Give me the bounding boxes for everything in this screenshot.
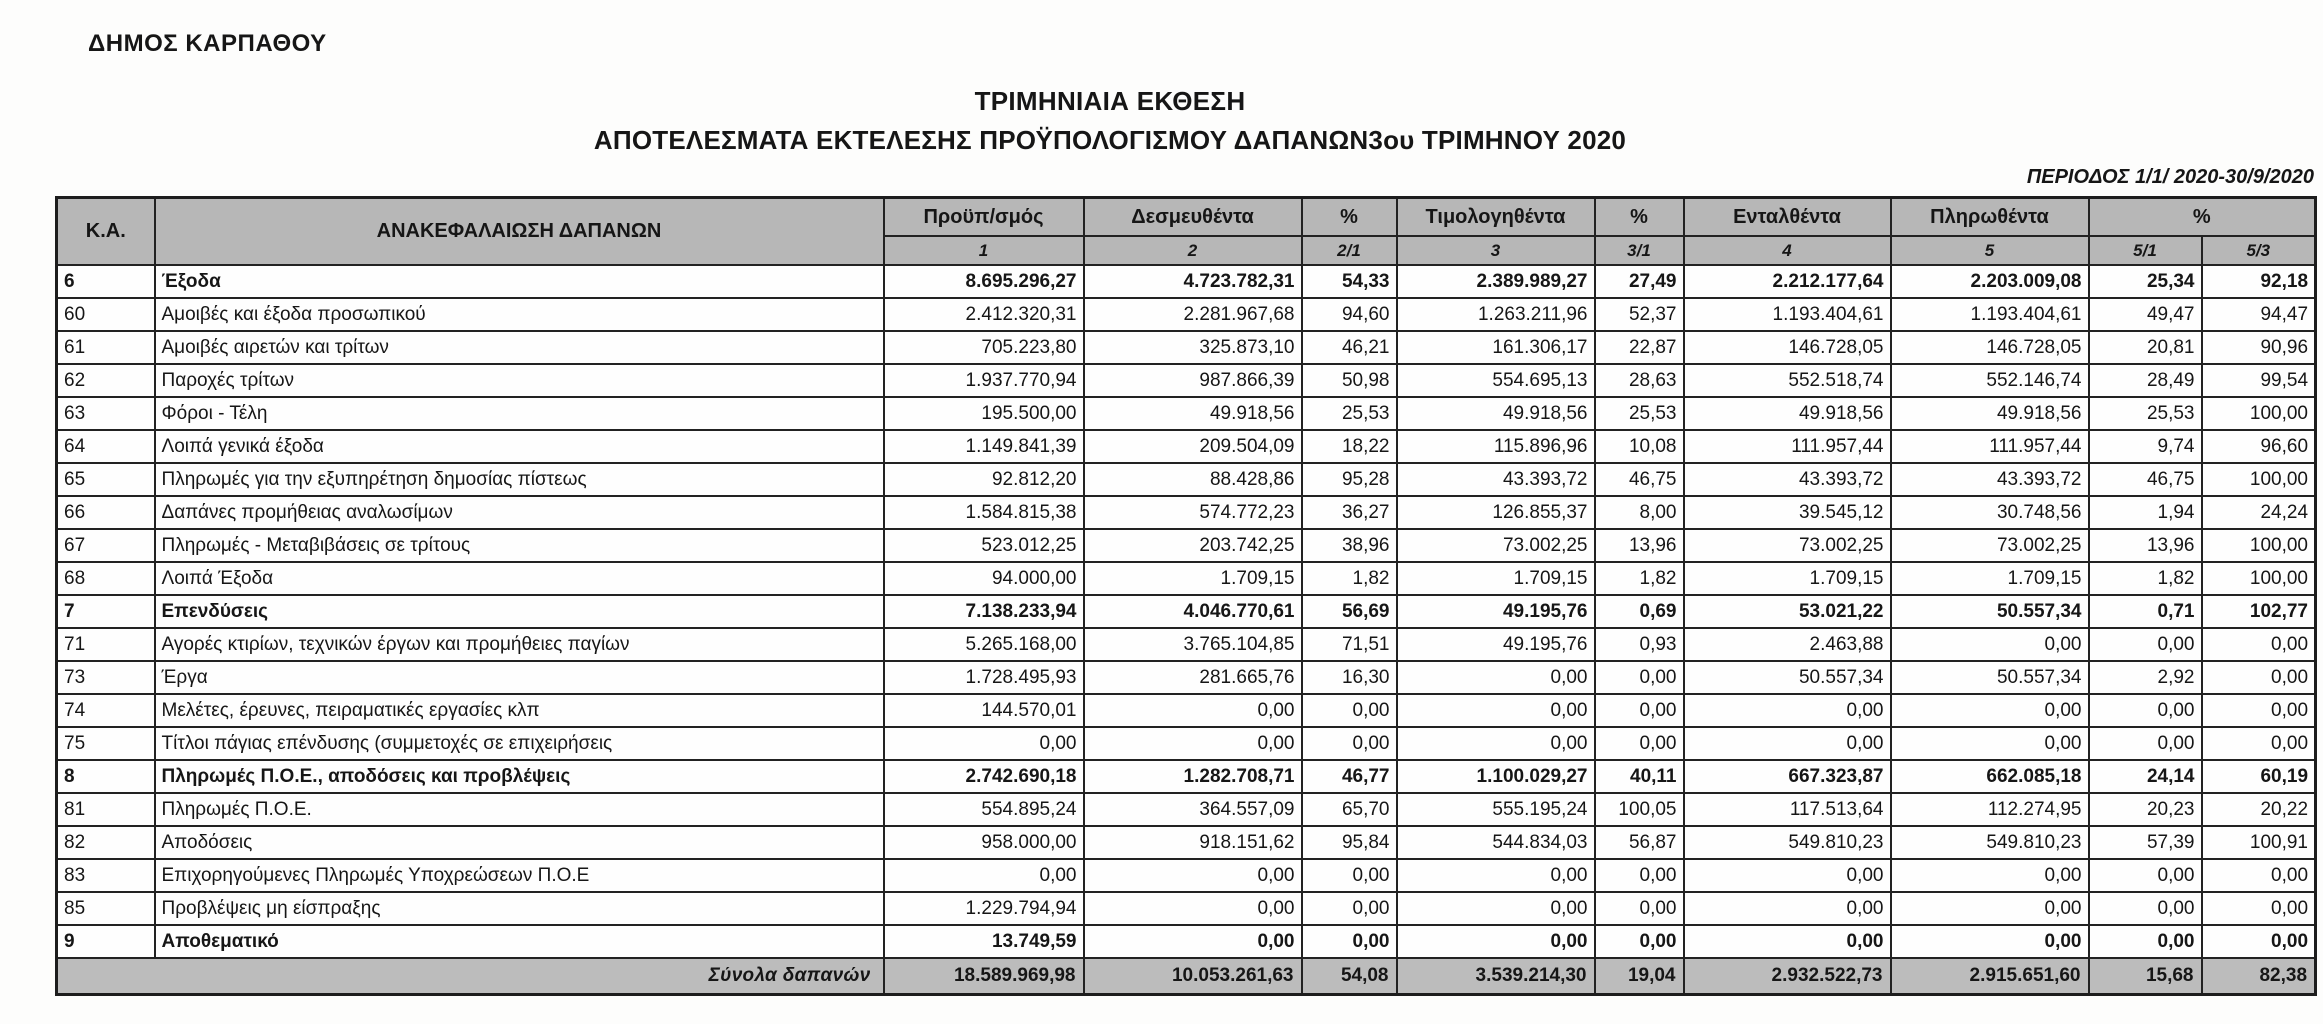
row-value-5: 40,11 [1595,760,1684,793]
row-value-6: 552.518,74 [1684,364,1891,397]
header-description: ΑΝΑΚΕΦΑΛΑΙΩΣΗ ΔΑΠΑΝΩΝ [155,198,884,266]
row-value-2: 0,00 [1084,694,1302,727]
row-value-2: 209.504,09 [1084,430,1302,463]
header-pct-5: % [2089,198,2316,237]
row-description: Παροχές τρίτων [155,364,884,397]
row-value-1: 92.812,20 [884,463,1084,496]
expenses-table [55,196,2317,996]
table-row [57,595,2316,628]
row-description: Επενδύσεις [155,595,884,628]
table-row [57,298,2316,331]
row-description: Επιχορηγούμενες Πληρωμές Υποχρεώσεων Π.Ο.Ε [155,859,884,892]
row-value-8: 25,34 [2089,265,2202,298]
row-value-9: 20,22 [2202,793,2316,826]
row-code: 7 [57,595,155,628]
row-value-7: 146.728,05 [1891,331,2089,364]
row-value-7: 1.709,15 [1891,562,2089,595]
row-value-4: 554.695,13 [1397,364,1595,397]
row-value-4: 0,00 [1397,694,1595,727]
row-value-1: 958.000,00 [884,826,1084,859]
row-value-3: 0,00 [1302,727,1397,760]
row-value-9: 90,96 [2202,331,2316,364]
row-value-9: 0,00 [2202,628,2316,661]
row-description: Φόροι - Τέλη [155,397,884,430]
row-value-9: 0,00 [2202,727,2316,760]
table-header [57,198,2316,266]
row-description: Λοιπά γενικά έξοδα [155,430,884,463]
row-value-8: 0,00 [2089,925,2202,958]
row-value-4: 49.195,76 [1397,628,1595,661]
row-value-2: 0,00 [1084,727,1302,760]
row-value-7: 552.146,74 [1891,364,2089,397]
totals-value-2: 10.053.261,63 [1084,958,1302,995]
row-value-8: 25,53 [2089,397,2202,430]
row-value-6: 667.323,87 [1684,760,1891,793]
row-value-4: 1.100.029,27 [1397,760,1595,793]
row-value-1: 554.895,24 [884,793,1084,826]
row-value-6: 43.393,72 [1684,463,1891,496]
header-budget: Προϋπ/σμός [884,198,1084,237]
row-value-7: 43.393,72 [1891,463,2089,496]
row-value-4: 0,00 [1397,892,1595,925]
row-value-1: 1.937.770,94 [884,364,1084,397]
row-code: 64 [57,430,155,463]
row-value-7: 0,00 [1891,694,2089,727]
row-value-2: 364.557,09 [1084,793,1302,826]
row-value-4: 115.896,96 [1397,430,1595,463]
row-value-7: 2.203.009,08 [1891,265,2089,298]
row-value-3: 38,96 [1302,529,1397,562]
row-value-8: 0,00 [2089,694,2202,727]
report-title: ΤΡΙΜΗΝΙΑΙΑ ΕΚΘΕΣΗ [974,86,1246,116]
row-description: Πληρωμές Π.Ο.Ε., αποδόσεις και προβλέψεις [155,760,884,793]
row-code: 75 [57,727,155,760]
row-value-2: 2.281.967,68 [1084,298,1302,331]
table-row [57,397,2316,430]
row-value-4: 49.195,76 [1397,595,1595,628]
row-value-3: 1,82 [1302,562,1397,595]
row-value-9: 99,54 [2202,364,2316,397]
row-description: Δαπάνες προμήθειας αναλωσίμων [155,496,884,529]
row-value-6: 0,00 [1684,694,1891,727]
row-value-3: 46,77 [1302,760,1397,793]
row-code: 62 [57,364,155,397]
row-value-8: 57,39 [2089,826,2202,859]
row-value-2: 1.282.708,71 [1084,760,1302,793]
row-value-3: 94,60 [1302,298,1397,331]
row-description: Αποθεματικό [155,925,884,958]
row-value-1: 1.229.794,94 [884,892,1084,925]
row-value-5: 46,75 [1595,463,1684,496]
org-name: ΔΗΜΟΣ ΚΑΡΠΑΘΟΥ [88,30,327,57]
header-col-num-4: 4 [1684,236,1891,265]
row-description: Λοιπά Έξοδα [155,562,884,595]
row-value-2: 325.873,10 [1084,331,1302,364]
row-value-7: 1.193.404,61 [1891,298,2089,331]
row-code: 67 [57,529,155,562]
row-value-6: 0,00 [1684,925,1891,958]
row-value-8: 0,00 [2089,859,2202,892]
table-row [57,760,2316,793]
row-value-2: 3.765.104,85 [1084,628,1302,661]
row-value-7: 111.957,44 [1891,430,2089,463]
row-value-5: 22,87 [1595,331,1684,364]
row-value-8: 28,49 [2089,364,2202,397]
row-value-1: 5.265.168,00 [884,628,1084,661]
row-value-9: 94,47 [2202,298,2316,331]
row-description: Τίτλοι πάγιας επένδυσης (συμμετοχές σε επιχειρήσεις [155,727,884,760]
row-value-4: 1.709,15 [1397,562,1595,595]
header-pct-2-1: % [1302,198,1397,237]
report-subtitle: ΑΠΟΤΕΛΕΣΜΑΤΑ ΕΚΤΕΛΕΣΗΣ ΠΡΟΫΠΟΛΟΓΙΣΜΟΥ ΔΑΠΑΝΩΝ3ου ΤΡΙΜΗΝΟΥ 2020 [593,125,1627,155]
row-value-1: 195.500,00 [884,397,1084,430]
row-value-9: 24,24 [2202,496,2316,529]
period-label: ΠΕΡΙΟΔΟΣ 1/1/ 2020-30/9/2020 [2026,166,2314,188]
row-code: 8 [57,760,155,793]
row-value-5: 0,00 [1595,925,1684,958]
row-value-1: 144.570,01 [884,694,1084,727]
row-value-2: 0,00 [1084,925,1302,958]
row-value-6: 146.728,05 [1684,331,1891,364]
table-row [57,892,2316,925]
row-value-3: 46,21 [1302,331,1397,364]
row-value-6: 2.463,88 [1684,628,1891,661]
header-col-num-1: 1 [884,236,1084,265]
table-row [57,793,2316,826]
row-value-9: 60,19 [2202,760,2316,793]
row-value-8: 24,14 [2089,760,2202,793]
row-value-8: 1,82 [2089,562,2202,595]
row-value-8: 1,94 [2089,496,2202,529]
row-value-1: 1.584.815,38 [884,496,1084,529]
row-value-9: 100,00 [2202,529,2316,562]
row-value-9: 0,00 [2202,892,2316,925]
header-col-num-5-1: 5/1 [2089,236,2202,265]
row-value-5: 0,69 [1595,595,1684,628]
totals-value-9: 82,38 [2202,958,2316,995]
row-value-3: 95,84 [1302,826,1397,859]
row-value-3: 36,27 [1302,496,1397,529]
row-value-4: 2.389.989,27 [1397,265,1595,298]
row-code: 73 [57,661,155,694]
table-body [57,265,2316,958]
row-value-3: 25,53 [1302,397,1397,430]
row-value-1: 523.012,25 [884,529,1084,562]
totals-value-3: 54,08 [1302,958,1397,995]
row-value-4: 0,00 [1397,859,1595,892]
row-code: 61 [57,331,155,364]
row-value-9: 0,00 [2202,925,2316,958]
row-value-8: 0,00 [2089,892,2202,925]
row-value-7: 112.274,95 [1891,793,2089,826]
row-value-3: 18,22 [1302,430,1397,463]
row-value-6: 111.957,44 [1684,430,1891,463]
row-value-3: 71,51 [1302,628,1397,661]
totals-value-5: 19,04 [1595,958,1684,995]
row-value-9: 100,00 [2202,562,2316,595]
row-value-3: 56,69 [1302,595,1397,628]
row-value-8: 0,00 [2089,727,2202,760]
row-value-7: 0,00 [1891,859,2089,892]
header-code: Κ.Α. [57,198,155,266]
row-code: 63 [57,397,155,430]
row-code: 71 [57,628,155,661]
row-value-3: 50,98 [1302,364,1397,397]
table-row [57,529,2316,562]
table-row [57,694,2316,727]
totals-row [57,958,2316,995]
row-value-1: 13.749,59 [884,925,1084,958]
row-value-7: 0,00 [1891,727,2089,760]
row-value-5: 0,93 [1595,628,1684,661]
row-value-7: 50.557,34 [1891,595,2089,628]
row-value-7: 0,00 [1891,925,2089,958]
row-value-3: 65,70 [1302,793,1397,826]
header-ordered: Ενταλθέντα [1684,198,1891,237]
report-titles [0,86,2220,156]
row-value-5: 0,00 [1595,727,1684,760]
row-code: 65 [57,463,155,496]
row-value-9: 0,00 [2202,859,2316,892]
row-code: 6 [57,265,155,298]
row-description: Έργα [155,661,884,694]
row-description: Προβλέψεις μη είσπραξης [155,892,884,925]
row-value-9: 100,00 [2202,397,2316,430]
row-description: Μελέτες, έρευνες, πειραματικές εργασίες κλπ [155,694,884,727]
header-col-num-3: 3 [1397,236,1595,265]
header-col-num-5: 5 [1891,236,2089,265]
row-value-5: 100,05 [1595,793,1684,826]
row-value-4: 43.393,72 [1397,463,1595,496]
row-value-2: 918.151,62 [1084,826,1302,859]
table-row [57,925,2316,958]
row-code: 66 [57,496,155,529]
row-value-8: 46,75 [2089,463,2202,496]
row-value-5: 28,63 [1595,364,1684,397]
row-value-4: 0,00 [1397,661,1595,694]
row-value-8: 2,92 [2089,661,2202,694]
row-value-2: 574.772,23 [1084,496,1302,529]
totals-value-4: 3.539.214,30 [1397,958,1595,995]
row-value-5: 0,00 [1595,661,1684,694]
row-value-7: 0,00 [1891,628,2089,661]
table-row [57,661,2316,694]
table-row [57,859,2316,892]
row-value-6: 50.557,34 [1684,661,1891,694]
row-value-7: 30.748,56 [1891,496,2089,529]
table-row [57,331,2316,364]
table-row [57,628,2316,661]
table-row [57,364,2316,397]
row-value-5: 13,96 [1595,529,1684,562]
header-committed: Δεσμευθέντα [1084,198,1302,237]
header-col-num-2: 2 [1084,236,1302,265]
row-value-5: 0,00 [1595,859,1684,892]
row-value-5: 1,82 [1595,562,1684,595]
header-invoiced: Τιμολογηθέντα [1397,198,1595,237]
table-row [57,265,2316,298]
row-value-2: 281.665,76 [1084,661,1302,694]
table-row [57,826,2316,859]
row-value-3: 16,30 [1302,661,1397,694]
row-value-3: 54,33 [1302,265,1397,298]
row-value-2: 4.723.782,31 [1084,265,1302,298]
row-value-5: 0,00 [1595,694,1684,727]
row-code: 83 [57,859,155,892]
totals-value-7: 2.915.651,60 [1891,958,2089,995]
row-value-1: 2.742.690,18 [884,760,1084,793]
row-value-9: 100,91 [2202,826,2316,859]
row-value-2: 0,00 [1084,859,1302,892]
totals-value-6: 2.932.522,73 [1684,958,1891,995]
row-value-2: 203.742,25 [1084,529,1302,562]
row-value-2: 88.428,86 [1084,463,1302,496]
row-value-9: 102,77 [2202,595,2316,628]
row-description: Αποδόσεις [155,826,884,859]
header-col-num-5-3: 5/3 [2202,236,2316,265]
row-value-6: 39.545,12 [1684,496,1891,529]
row-value-1: 0,00 [884,859,1084,892]
row-value-3: 0,00 [1302,892,1397,925]
row-value-4: 544.834,03 [1397,826,1595,859]
row-value-5: 27,49 [1595,265,1684,298]
row-description: Πληρωμές για την εξυπηρέτηση δημοσίας πίστεως [155,463,884,496]
row-value-6: 53.021,22 [1684,595,1891,628]
row-value-2: 4.046.770,61 [1084,595,1302,628]
row-value-6: 117.513,64 [1684,793,1891,826]
row-description: Πληρωμές Π.Ο.Ε. [155,793,884,826]
row-value-1: 705.223,80 [884,331,1084,364]
table-row [57,430,2316,463]
row-description: Έξοδα [155,265,884,298]
row-value-6: 49.918,56 [1684,397,1891,430]
row-value-3: 95,28 [1302,463,1397,496]
totals-label: Σύνολα δαπανών [57,958,884,995]
row-value-4: 49.918,56 [1397,397,1595,430]
row-value-8: 49,47 [2089,298,2202,331]
row-value-4: 126.855,37 [1397,496,1595,529]
row-value-5: 56,87 [1595,826,1684,859]
row-code: 81 [57,793,155,826]
row-value-7: 662.085,18 [1891,760,2089,793]
row-value-8: 13,96 [2089,529,2202,562]
row-value-6: 2.212.177,64 [1684,265,1891,298]
row-value-6: 0,00 [1684,859,1891,892]
row-value-3: 0,00 [1302,925,1397,958]
totals-value-1: 18.589.969,98 [884,958,1084,995]
row-value-5: 10,08 [1595,430,1684,463]
row-value-3: 0,00 [1302,859,1397,892]
row-value-5: 0,00 [1595,892,1684,925]
header-col-num-3-1: 3/1 [1595,236,1684,265]
row-value-6: 73.002,25 [1684,529,1891,562]
row-code: 9 [57,925,155,958]
row-value-2: 0,00 [1084,892,1302,925]
totals-value-8: 15,68 [2089,958,2202,995]
row-value-6: 549.810,23 [1684,826,1891,859]
row-value-9: 100,00 [2202,463,2316,496]
row-value-2: 987.866,39 [1084,364,1302,397]
row-value-2: 49.918,56 [1084,397,1302,430]
row-value-9: 96,60 [2202,430,2316,463]
row-value-8: 0,00 [2089,628,2202,661]
row-code: 85 [57,892,155,925]
row-value-1: 1.149.841,39 [884,430,1084,463]
row-value-7: 73.002,25 [1891,529,2089,562]
row-value-5: 8,00 [1595,496,1684,529]
row-value-1: 8.695.296,27 [884,265,1084,298]
header-pct-3-1: % [1595,198,1684,237]
row-code: 82 [57,826,155,859]
row-value-6: 0,00 [1684,892,1891,925]
row-description: Αμοιβές και έξοδα προσωπικού [155,298,884,331]
row-value-9: 0,00 [2202,694,2316,727]
header-paid: Πληρωθέντα [1891,198,2089,237]
row-value-1: 94.000,00 [884,562,1084,595]
row-value-1: 1.728.495,93 [884,661,1084,694]
row-value-1: 7.138.233,94 [884,595,1084,628]
header-col-num-2-1: 2/1 [1302,236,1397,265]
table-row [57,727,2316,760]
row-description: Πληρωμές - Μεταβιβάσεις σε τρίτους [155,529,884,562]
row-value-5: 25,53 [1595,397,1684,430]
table-row [57,496,2316,529]
row-value-9: 92,18 [2202,265,2316,298]
table-footer [57,958,2316,995]
row-value-4: 555.195,24 [1397,793,1595,826]
row-value-6: 1.709,15 [1684,562,1891,595]
row-value-4: 1.263.211,96 [1397,298,1595,331]
row-value-9: 0,00 [2202,661,2316,694]
row-value-1: 2.412.320,31 [884,298,1084,331]
row-value-3: 0,00 [1302,694,1397,727]
row-value-7: 50.557,34 [1891,661,2089,694]
table-row [57,562,2316,595]
row-description: Αγορές κτιρίων, τεχνικών έργων και προμήθειες παγίων [155,628,884,661]
row-value-8: 9,74 [2089,430,2202,463]
table-row [57,463,2316,496]
row-value-7: 0,00 [1891,892,2089,925]
row-value-1: 0,00 [884,727,1084,760]
row-value-2: 1.709,15 [1084,562,1302,595]
row-value-4: 161.306,17 [1397,331,1595,364]
row-value-8: 0,71 [2089,595,2202,628]
row-value-4: 0,00 [1397,925,1595,958]
row-value-8: 20,23 [2089,793,2202,826]
row-code: 74 [57,694,155,727]
row-value-5: 52,37 [1595,298,1684,331]
row-value-4: 0,00 [1397,727,1595,760]
row-code: 68 [57,562,155,595]
row-value-6: 0,00 [1684,727,1891,760]
row-value-6: 1.193.404,61 [1684,298,1891,331]
row-value-4: 73.002,25 [1397,529,1595,562]
row-value-7: 549.810,23 [1891,826,2089,859]
row-value-7: 49.918,56 [1891,397,2089,430]
row-value-8: 20,81 [2089,331,2202,364]
row-code: 60 [57,298,155,331]
row-description: Αμοιβές αιρετών και τρίτων [155,331,884,364]
